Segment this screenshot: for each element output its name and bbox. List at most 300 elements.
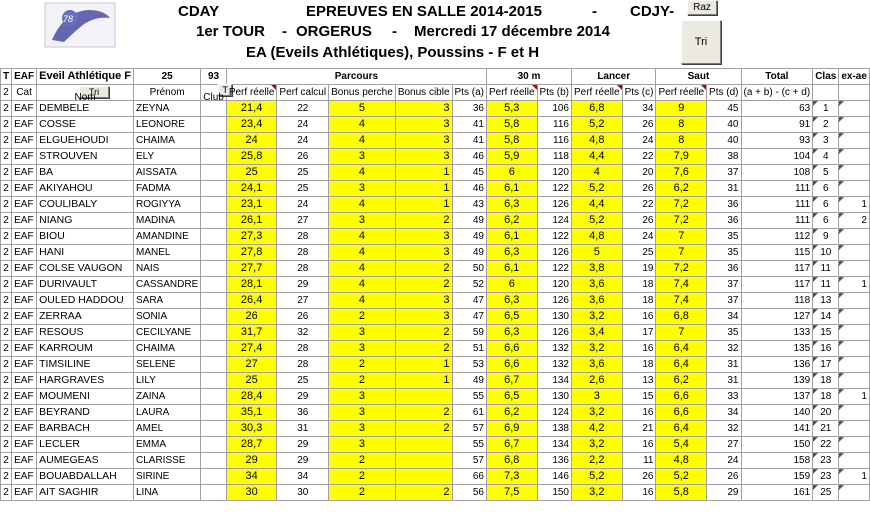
row-pts-b[interactable]: 146 [537,469,571,485]
row-pts-a[interactable]: 51 [452,341,486,357]
row-lancer-perf[interactable]: 3,2 [572,437,623,453]
row-total[interactable]: 117 [741,277,813,293]
row-saut-perf[interactable]: 7,2 [656,261,707,277]
row-bonus-cible[interactable]: 3 [395,133,452,149]
row-prenom[interactable]: SARA [134,293,201,309]
row-club[interactable] [201,437,227,453]
row-club[interactable] [201,149,227,165]
row-parcours-perf[interactable]: 26 [226,309,277,325]
row-nom[interactable]: KARROUM [37,341,134,357]
row-lancer-perf[interactable]: 3,2 [572,405,623,421]
row-prenom[interactable]: AISSATA [134,165,201,181]
row-pts-b[interactable]: 132 [537,341,571,357]
row-30m-perf[interactable]: 5,9 [486,149,537,165]
row-30m-perf[interactable]: 7,3 [486,469,537,485]
row-30m-perf[interactable]: 6,8 [486,453,537,469]
row-lancer-perf[interactable]: 4 [572,165,623,181]
row-pts-a[interactable]: 66 [452,469,486,485]
row-pts-b[interactable]: 134 [537,373,571,389]
row-bonus-cible[interactable] [395,453,452,469]
row-cat[interactable]: EAF [12,485,37,501]
row-parcours-calc[interactable]: 34 [277,469,329,485]
row-nom[interactable]: COLSE VAUGON [37,261,134,277]
row-saut-perf[interactable]: 8 [656,117,707,133]
row-pts-b[interactable]: 126 [537,197,571,213]
row-bonus-cible[interactable]: 1 [395,197,452,213]
row-prenom[interactable]: SIRINE [134,469,201,485]
row-pts-a[interactable]: 57 [452,421,486,437]
row-exae[interactable] [839,309,870,325]
row-bonus-perche[interactable]: 5 [329,101,396,117]
row-parcours-perf[interactable]: 28,7 [226,437,277,453]
row-clas[interactable]: 18 [813,373,839,389]
row-total[interactable]: 111 [741,181,813,197]
row-30m-perf[interactable]: 6,1 [486,261,537,277]
row-cat[interactable]: EAF [12,453,37,469]
row-parcours-calc[interactable]: 29 [277,453,329,469]
row-parcours-perf[interactable]: 31,7 [226,325,277,341]
row-pts-c[interactable]: 18 [622,293,656,309]
row-clas[interactable]: 2 [813,117,839,133]
row-prenom[interactable]: LILY [134,373,201,389]
row-total[interactable]: 112 [741,229,813,245]
row-bonus-perche[interactable]: 4 [329,245,396,261]
row-parcours-calc[interactable]: 24 [277,117,329,133]
row-exae[interactable] [839,341,870,357]
row-parcours-calc[interactable]: 29 [277,389,329,405]
row-saut-perf[interactable]: 8 [656,133,707,149]
row-total[interactable]: 118 [741,293,813,309]
row-clas[interactable]: 25 [813,485,839,501]
row-parcours-calc[interactable]: 28 [277,341,329,357]
row-nom[interactable]: LECLER [37,437,134,453]
row-nom[interactable]: ZERRAA [37,309,134,325]
row-cat[interactable]: EAF [12,229,37,245]
row-parcours-calc[interactable]: 27 [277,293,329,309]
row-bonus-cible[interactable]: 2 [395,261,452,277]
row-parcours-perf[interactable]: 27,8 [226,245,277,261]
row-exae[interactable]: 1 [839,277,870,293]
row-lancer-perf[interactable]: 4,4 [572,197,623,213]
row-bonus-cible[interactable]: 2 [395,421,452,437]
row-pts-c[interactable]: 18 [622,277,656,293]
row-parcours-calc[interactable]: 28 [277,261,329,277]
row-total[interactable]: 91 [741,117,813,133]
row-pts-b[interactable]: 118 [537,149,571,165]
row-nom[interactable]: TIMSILINE [37,357,134,373]
row-pts-c[interactable]: 18 [622,357,656,373]
tri-top-button[interactable]: Tri [681,20,721,64]
row-pts-c[interactable]: 26 [622,469,656,485]
row-num[interactable]: 2 [1,117,12,133]
row-nom[interactable]: BOUABDALLAH [37,469,134,485]
row-cat[interactable]: EAF [12,261,37,277]
row-exae[interactable] [839,261,870,277]
row-clas[interactable]: 17 [813,357,839,373]
row-30m-perf[interactable]: 6,1 [486,229,537,245]
row-saut-perf[interactable]: 7,2 [656,197,707,213]
row-club[interactable] [201,165,227,181]
row-bonus-cible[interactable]: 3 [395,101,452,117]
row-bonus-cible[interactable]: 1 [395,165,452,181]
row-pts-b[interactable]: 122 [537,261,571,277]
row-num[interactable]: 2 [1,261,12,277]
row-pts-d[interactable]: 40 [707,133,741,149]
row-pts-c[interactable]: 24 [622,133,656,149]
row-pts-c[interactable]: 20 [622,165,656,181]
row-prenom[interactable]: AMEL [134,421,201,437]
row-pts-a[interactable]: 57 [452,453,486,469]
row-saut-perf[interactable]: 5,8 [656,485,707,501]
row-30m-perf[interactable]: 5,3 [486,101,537,117]
row-bonus-cible[interactable]: 3 [395,293,452,309]
row-nom[interactable]: NIANG [37,213,134,229]
row-clas[interactable]: 6 [813,181,839,197]
row-cat[interactable]: EAF [12,325,37,341]
row-num[interactable]: 2 [1,229,12,245]
row-lancer-perf[interactable]: 3,2 [572,309,623,325]
row-exae[interactable]: 2 [839,213,870,229]
row-exae[interactable] [839,101,870,117]
row-nom[interactable]: COSSE [37,117,134,133]
row-total[interactable]: 140 [741,405,813,421]
row-pts-b[interactable]: 124 [537,213,571,229]
row-pts-b[interactable]: 120 [537,277,571,293]
row-exae[interactable] [839,133,870,149]
row-parcours-calc[interactable]: 28 [277,245,329,261]
row-30m-perf[interactable]: 6,6 [486,341,537,357]
row-num[interactable]: 2 [1,165,12,181]
row-pts-d[interactable]: 36 [707,213,741,229]
row-pts-c[interactable]: 16 [622,309,656,325]
row-clas[interactable]: 23 [813,469,839,485]
row-exae[interactable] [839,485,870,501]
row-parcours-perf[interactable]: 30 [226,485,277,501]
row-bonus-perche[interactable]: 3 [329,181,396,197]
row-lancer-perf[interactable]: 5,2 [572,469,623,485]
row-exae[interactable] [839,421,870,437]
row-exae[interactable] [839,453,870,469]
row-parcours-perf[interactable]: 34 [226,469,277,485]
row-clas[interactable]: 6 [813,213,839,229]
row-bonus-cible[interactable] [395,469,452,485]
row-bonus-cible[interactable]: 1 [395,357,452,373]
row-prenom[interactable]: ROGIYYA [134,197,201,213]
row-pts-c[interactable]: 15 [622,389,656,405]
row-num[interactable]: 2 [1,389,12,405]
row-clas[interactable]: 22 [813,437,839,453]
row-saut-perf[interactable]: 7,2 [656,213,707,229]
row-pts-c[interactable]: 26 [622,181,656,197]
row-nom[interactable]: AKIYAHOU [37,181,134,197]
row-pts-d[interactable]: 33 [707,389,741,405]
row-lancer-perf[interactable]: 4,8 [572,229,623,245]
row-lancer-perf[interactable]: 2,2 [572,453,623,469]
row-exae[interactable] [839,117,870,133]
row-nom[interactable]: HARGRAVES [37,373,134,389]
row-pts-a[interactable]: 49 [452,245,486,261]
row-nom[interactable]: RESOUS [37,325,134,341]
row-parcours-calc[interactable]: 30 [277,485,329,501]
row-pts-c[interactable]: 26 [622,213,656,229]
row-bonus-cible[interactable]: 1 [395,373,452,389]
row-total[interactable]: 111 [741,197,813,213]
row-num[interactable]: 2 [1,181,12,197]
row-lancer-perf[interactable]: 3 [572,389,623,405]
row-parcours-calc[interactable]: 24 [277,133,329,149]
row-nom[interactable]: MOUMENI [37,389,134,405]
row-30m-perf[interactable]: 6,2 [486,213,537,229]
row-parcours-perf[interactable]: 23,1 [226,197,277,213]
row-lancer-perf[interactable]: 3,6 [572,293,623,309]
row-cat[interactable]: EAF [12,213,37,229]
row-prenom[interactable]: FADMA [134,181,201,197]
row-bonus-cible[interactable]: 3 [395,229,452,245]
row-total[interactable]: 161 [741,485,813,501]
row-exae[interactable] [839,149,870,165]
row-30m-perf[interactable]: 6,6 [486,357,537,373]
row-parcours-calc[interactable]: 25 [277,181,329,197]
row-num[interactable]: 2 [1,245,12,261]
row-pts-a[interactable]: 46 [452,149,486,165]
row-club[interactable] [201,421,227,437]
row-pts-b[interactable]: 120 [537,165,571,181]
row-bonus-perche[interactable]: 4 [329,165,396,181]
row-bonus-perche[interactable]: 4 [329,197,396,213]
row-pts-d[interactable]: 31 [707,357,741,373]
row-clas[interactable]: 14 [813,309,839,325]
row-total[interactable]: 133 [741,325,813,341]
row-nom[interactable]: COULIBALY [37,197,134,213]
row-pts-a[interactable]: 49 [452,373,486,389]
row-pts-a[interactable]: 53 [452,357,486,373]
row-num[interactable]: 2 [1,357,12,373]
row-num[interactable]: 2 [1,309,12,325]
row-saut-perf[interactable]: 6,2 [656,373,707,389]
row-total[interactable]: 136 [741,357,813,373]
row-num[interactable]: 2 [1,421,12,437]
row-total[interactable]: 139 [741,373,813,389]
row-clas[interactable]: 16 [813,341,839,357]
row-bonus-cible[interactable]: 3 [395,309,452,325]
row-clas[interactable]: 3 [813,133,839,149]
row-pts-a[interactable]: 36 [452,101,486,117]
row-cat[interactable]: EAF [12,149,37,165]
row-pts-b[interactable]: 126 [537,293,571,309]
row-bonus-perche[interactable]: 2 [329,485,396,501]
row-bonus-perche[interactable]: 4 [329,261,396,277]
row-saut-perf[interactable]: 6,6 [656,405,707,421]
row-club[interactable] [201,485,227,501]
row-num[interactable]: 2 [1,373,12,389]
row-bonus-cible[interactable]: 2 [395,325,452,341]
row-lancer-perf[interactable]: 3,6 [572,357,623,373]
row-total[interactable]: 158 [741,453,813,469]
row-parcours-perf[interactable]: 23,4 [226,117,277,133]
row-parcours-calc[interactable]: 36 [277,405,329,421]
row-lancer-perf[interactable]: 4,8 [572,133,623,149]
row-pts-a[interactable]: 61 [452,405,486,421]
row-pts-a[interactable]: 43 [452,197,486,213]
row-30m-perf[interactable]: 6 [486,165,537,181]
row-lancer-perf[interactable]: 3,6 [572,277,623,293]
row-parcours-calc[interactable]: 22 [277,101,329,117]
row-clas[interactable]: 11 [813,261,839,277]
row-lancer-perf[interactable]: 3,2 [572,341,623,357]
row-total[interactable]: 115 [741,245,813,261]
row-pts-c[interactable]: 22 [622,149,656,165]
row-exae[interactable] [839,181,870,197]
row-club[interactable] [201,117,227,133]
row-lancer-perf[interactable]: 5 [572,245,623,261]
row-pts-b[interactable]: 122 [537,181,571,197]
row-pts-a[interactable]: 49 [452,229,486,245]
row-bonus-cible[interactable]: 3 [395,117,452,133]
row-pts-a[interactable]: 59 [452,325,486,341]
row-prenom[interactable]: AMANDINE [134,229,201,245]
row-pts-a[interactable]: 47 [452,293,486,309]
row-parcours-calc[interactable]: 32 [277,325,329,341]
row-pts-d[interactable]: 35 [707,325,741,341]
row-pts-a[interactable]: 49 [452,213,486,229]
row-parcours-perf[interactable]: 27 [226,357,277,373]
row-lancer-perf[interactable]: 6,8 [572,101,623,117]
row-saut-perf[interactable]: 9 [656,101,707,117]
row-exae[interactable] [839,373,870,389]
row-parcours-calc[interactable]: 24 [277,197,329,213]
row-nom[interactable]: AIT SAGHIR [37,485,134,501]
row-prenom[interactable]: ZEYNA [134,101,201,117]
row-pts-b[interactable]: 124 [537,405,571,421]
row-parcours-calc[interactable]: 28 [277,357,329,373]
row-pts-d[interactable]: 26 [707,469,741,485]
row-prenom[interactable]: ELY [134,149,201,165]
row-parcours-perf[interactable]: 28,4 [226,389,277,405]
row-parcours-perf[interactable]: 35,1 [226,405,277,421]
row-club[interactable] [201,309,227,325]
row-exae[interactable]: 1 [839,389,870,405]
row-bonus-perche[interactable]: 4 [329,117,396,133]
row-parcours-perf[interactable]: 27,4 [226,341,277,357]
row-pts-d[interactable]: 40 [707,117,741,133]
row-parcours-perf[interactable]: 25 [226,165,277,181]
row-cat[interactable]: EAF [12,197,37,213]
row-pts-b[interactable]: 134 [537,437,571,453]
row-cat[interactable]: EAF [12,405,37,421]
row-cat[interactable]: EAF [12,421,37,437]
row-club[interactable] [201,453,227,469]
row-pts-a[interactable]: 55 [452,437,486,453]
row-parcours-calc[interactable]: 27 [277,213,329,229]
row-30m-perf[interactable]: 5,8 [486,133,537,149]
row-cat[interactable]: EAF [12,181,37,197]
row-pts-d[interactable]: 34 [707,405,741,421]
row-prenom[interactable]: LINA [134,485,201,501]
row-parcours-calc[interactable]: 26 [277,309,329,325]
row-club[interactable] [201,469,227,485]
row-num[interactable]: 2 [1,485,12,501]
row-pts-c[interactable]: 17 [622,325,656,341]
row-prenom[interactable]: CHAIMA [134,133,201,149]
row-exae[interactable] [839,229,870,245]
row-parcours-calc[interactable]: 29 [277,437,329,453]
row-nom[interactable]: BEYRAND [37,405,134,421]
row-bonus-perche[interactable]: 3 [329,341,396,357]
row-pts-c[interactable]: 16 [622,485,656,501]
row-lancer-perf[interactable]: 2,6 [572,373,623,389]
row-club[interactable] [201,341,227,357]
row-exae[interactable]: 1 [839,197,870,213]
row-saut-perf[interactable]: 7 [656,229,707,245]
row-club[interactable] [201,277,227,293]
row-num[interactable]: 2 [1,197,12,213]
row-num[interactable]: 2 [1,437,12,453]
row-total[interactable]: 141 [741,421,813,437]
row-bonus-perche[interactable]: 2 [329,453,396,469]
row-num[interactable]: 2 [1,133,12,149]
row-prenom[interactable]: LAURA [134,405,201,421]
row-pts-a[interactable]: 45 [452,165,486,181]
row-exae[interactable] [839,325,870,341]
row-cat[interactable]: EAF [12,373,37,389]
row-pts-b[interactable]: 116 [537,117,571,133]
row-prenom[interactable]: SELENE [134,357,201,373]
row-30m-perf[interactable]: 5,8 [486,117,537,133]
row-pts-d[interactable]: 31 [707,373,741,389]
row-pts-c[interactable]: 24 [622,229,656,245]
row-pts-d[interactable]: 31 [707,181,741,197]
row-prenom[interactable]: NAIS [134,261,201,277]
row-cat[interactable]: EAF [12,437,37,453]
row-cat[interactable]: EAF [12,389,37,405]
row-club[interactable] [201,181,227,197]
row-30m-perf[interactable]: 6,7 [486,437,537,453]
row-pts-b[interactable]: 106 [537,101,571,117]
row-exae[interactable] [839,165,870,181]
row-cat[interactable]: EAF [12,293,37,309]
row-parcours-perf[interactable]: 25,8 [226,149,277,165]
row-pts-d[interactable]: 45 [707,101,741,117]
row-saut-perf[interactable]: 6,4 [656,421,707,437]
row-num[interactable]: 2 [1,277,12,293]
row-total[interactable]: 108 [741,165,813,181]
row-30m-perf[interactable]: 6,1 [486,181,537,197]
row-pts-a[interactable]: 41 [452,117,486,133]
row-bonus-perche[interactable]: 2 [329,309,396,325]
row-total[interactable]: 137 [741,389,813,405]
row-pts-a[interactable]: 56 [452,485,486,501]
row-saut-perf[interactable]: 6,2 [656,181,707,197]
row-bonus-cible[interactable] [395,389,452,405]
row-bonus-cible[interactable]: 3 [395,149,452,165]
row-total[interactable]: 150 [741,437,813,453]
row-clas[interactable]: 20 [813,405,839,421]
row-pts-a[interactable]: 47 [452,309,486,325]
row-pts-c[interactable]: 16 [622,341,656,357]
row-parcours-perf[interactable]: 27,7 [226,261,277,277]
row-parcours-perf[interactable]: 29 [226,453,277,469]
row-total[interactable]: 93 [741,133,813,149]
row-parcours-calc[interactable]: 31 [277,421,329,437]
row-club[interactable] [201,213,227,229]
row-saut-perf[interactable]: 6,4 [656,341,707,357]
row-parcours-perf[interactable]: 30,3 [226,421,277,437]
row-pts-b[interactable]: 126 [537,325,571,341]
row-bonus-perche[interactable]: 3 [329,437,396,453]
row-pts-c[interactable]: 25 [622,245,656,261]
row-30m-perf[interactable]: 6,7 [486,373,537,389]
row-pts-a[interactable]: 55 [452,389,486,405]
